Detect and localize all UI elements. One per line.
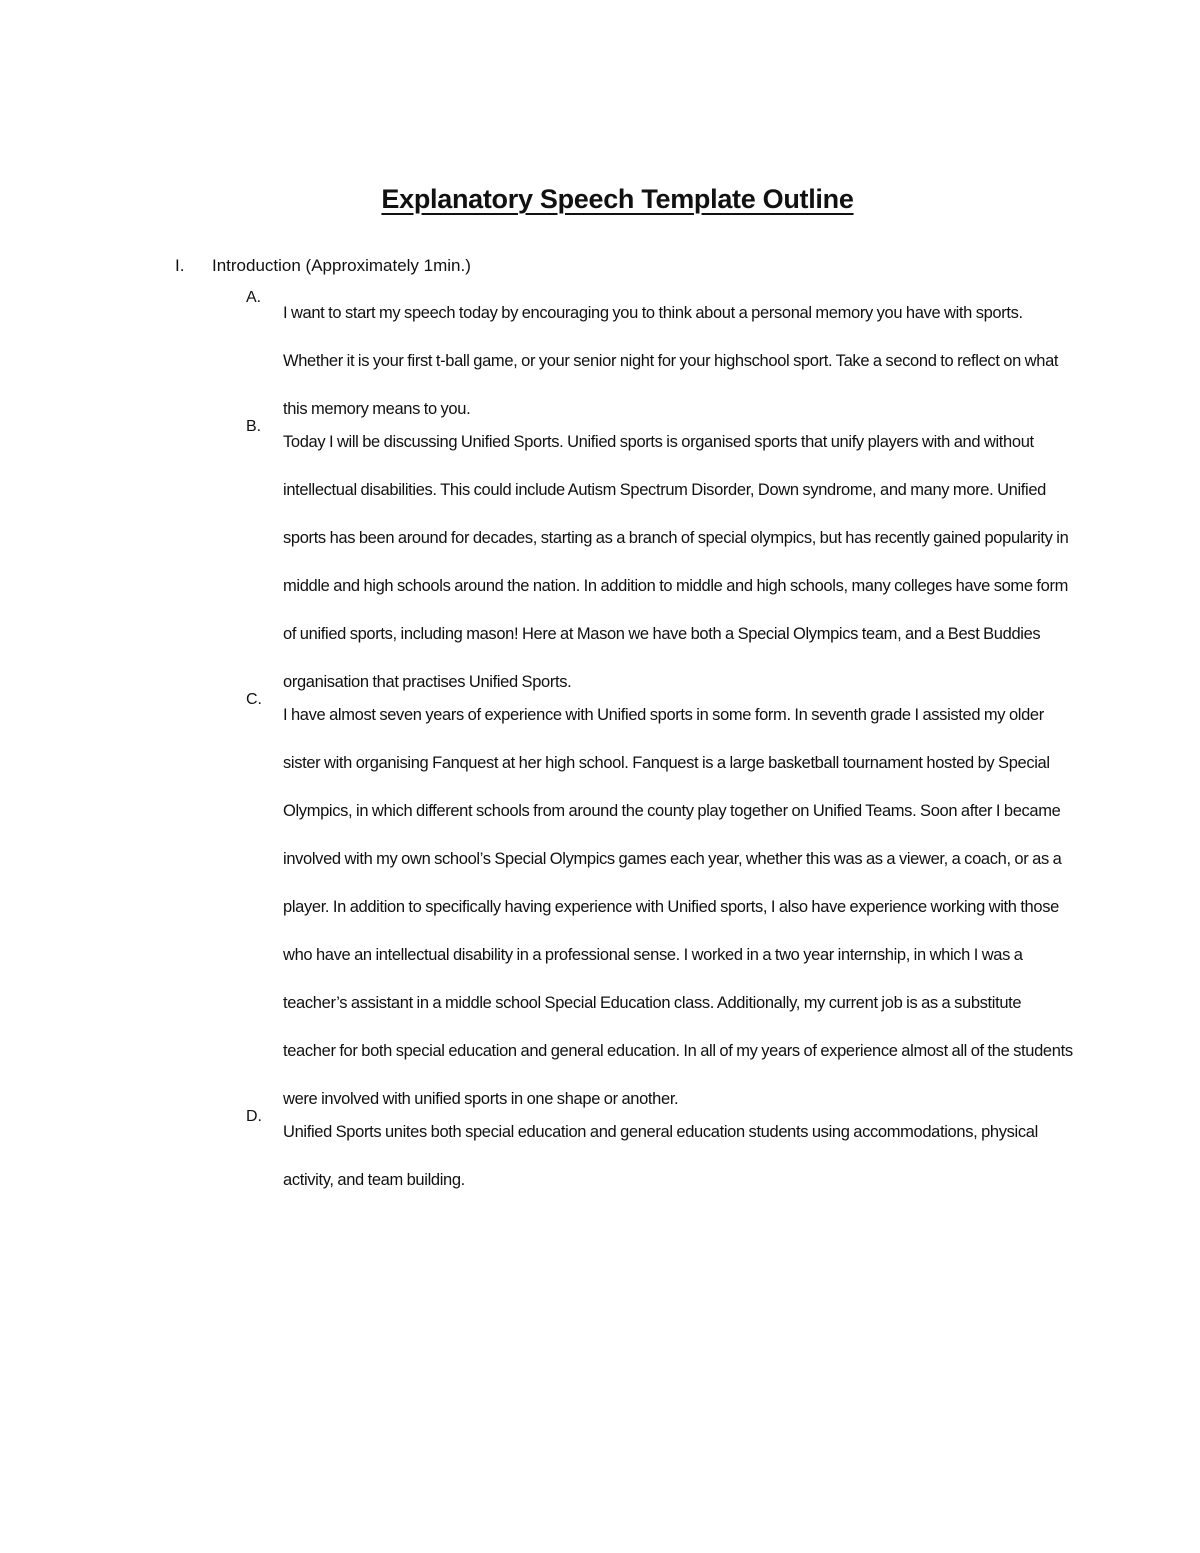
section-number: I.	[175, 256, 185, 275]
outline-item-a	[0, 289, 1200, 433]
outline-items	[0, 289, 1200, 1204]
item-text: Today I will be discussing Unified Sports. Unified sports is organised sports that unify players with and without intellectual disabilities. This could include Autism Spectrum Disorder, Down syndrome, and many more. Unified sports has been around for decades, starting as a branch of special olympics, but has recently gained popularity in middle and high schools around the nation. In addition to middle and high schools, many colleges have some form of unified sports, including mason! Here at Mason we have both a Special Olympics team, and a Best Buddies organisation that practises Unified Sports.	[283, 433, 1069, 691]
item-text: I want to start my speech today by encouraging you to think about a personal memory you have with sports. Whether it is your first t-ball game, or your senior night for your highschool sport. Take a second to reflect on what this memory means to you.	[283, 304, 1059, 418]
outline-item-d	[0, 1108, 1200, 1204]
item-letter: B.	[246, 418, 262, 435]
item-letter: C.	[246, 691, 262, 708]
item-letter: A.	[246, 289, 262, 306]
item-text: Unified Sports unites both special education and general education students using accommodations, physical activity, and team building.	[283, 1123, 1038, 1189]
outline-item-c	[0, 691, 1200, 1123]
item-letter: D.	[246, 1108, 262, 1125]
outline-item-b	[0, 418, 1200, 706]
item-text: I have almost seven years of experience with Unified sports in some form. In seventh grade I assisted my older sister with organising Fanquest at her high school. Fanquest is a large basketball tournament hosted by Special Olympics, in which different schools from around the county play together on Unified Teams. Soon after I became involved with my own school’s Special Olympics games each year, whether this was as a viewer, a coach, or as a player. In addition to specifically having experience with Unified sports, I also have experience working with those who have an intellectual disability in a professional sense. I worked in a two year internship, in which I was a teacher’s assistant in a middle school Special Education class. Additionally, my current job is as a substitute teacher for both special education and general education. In all of my years of experience almost all of the students were involved with unified sports in one shape or another.	[283, 706, 1073, 1108]
document-title: Explanatory Speech Template Outline	[381, 184, 854, 214]
section-heading: Introduction (Approximately 1min.)	[212, 256, 471, 275]
